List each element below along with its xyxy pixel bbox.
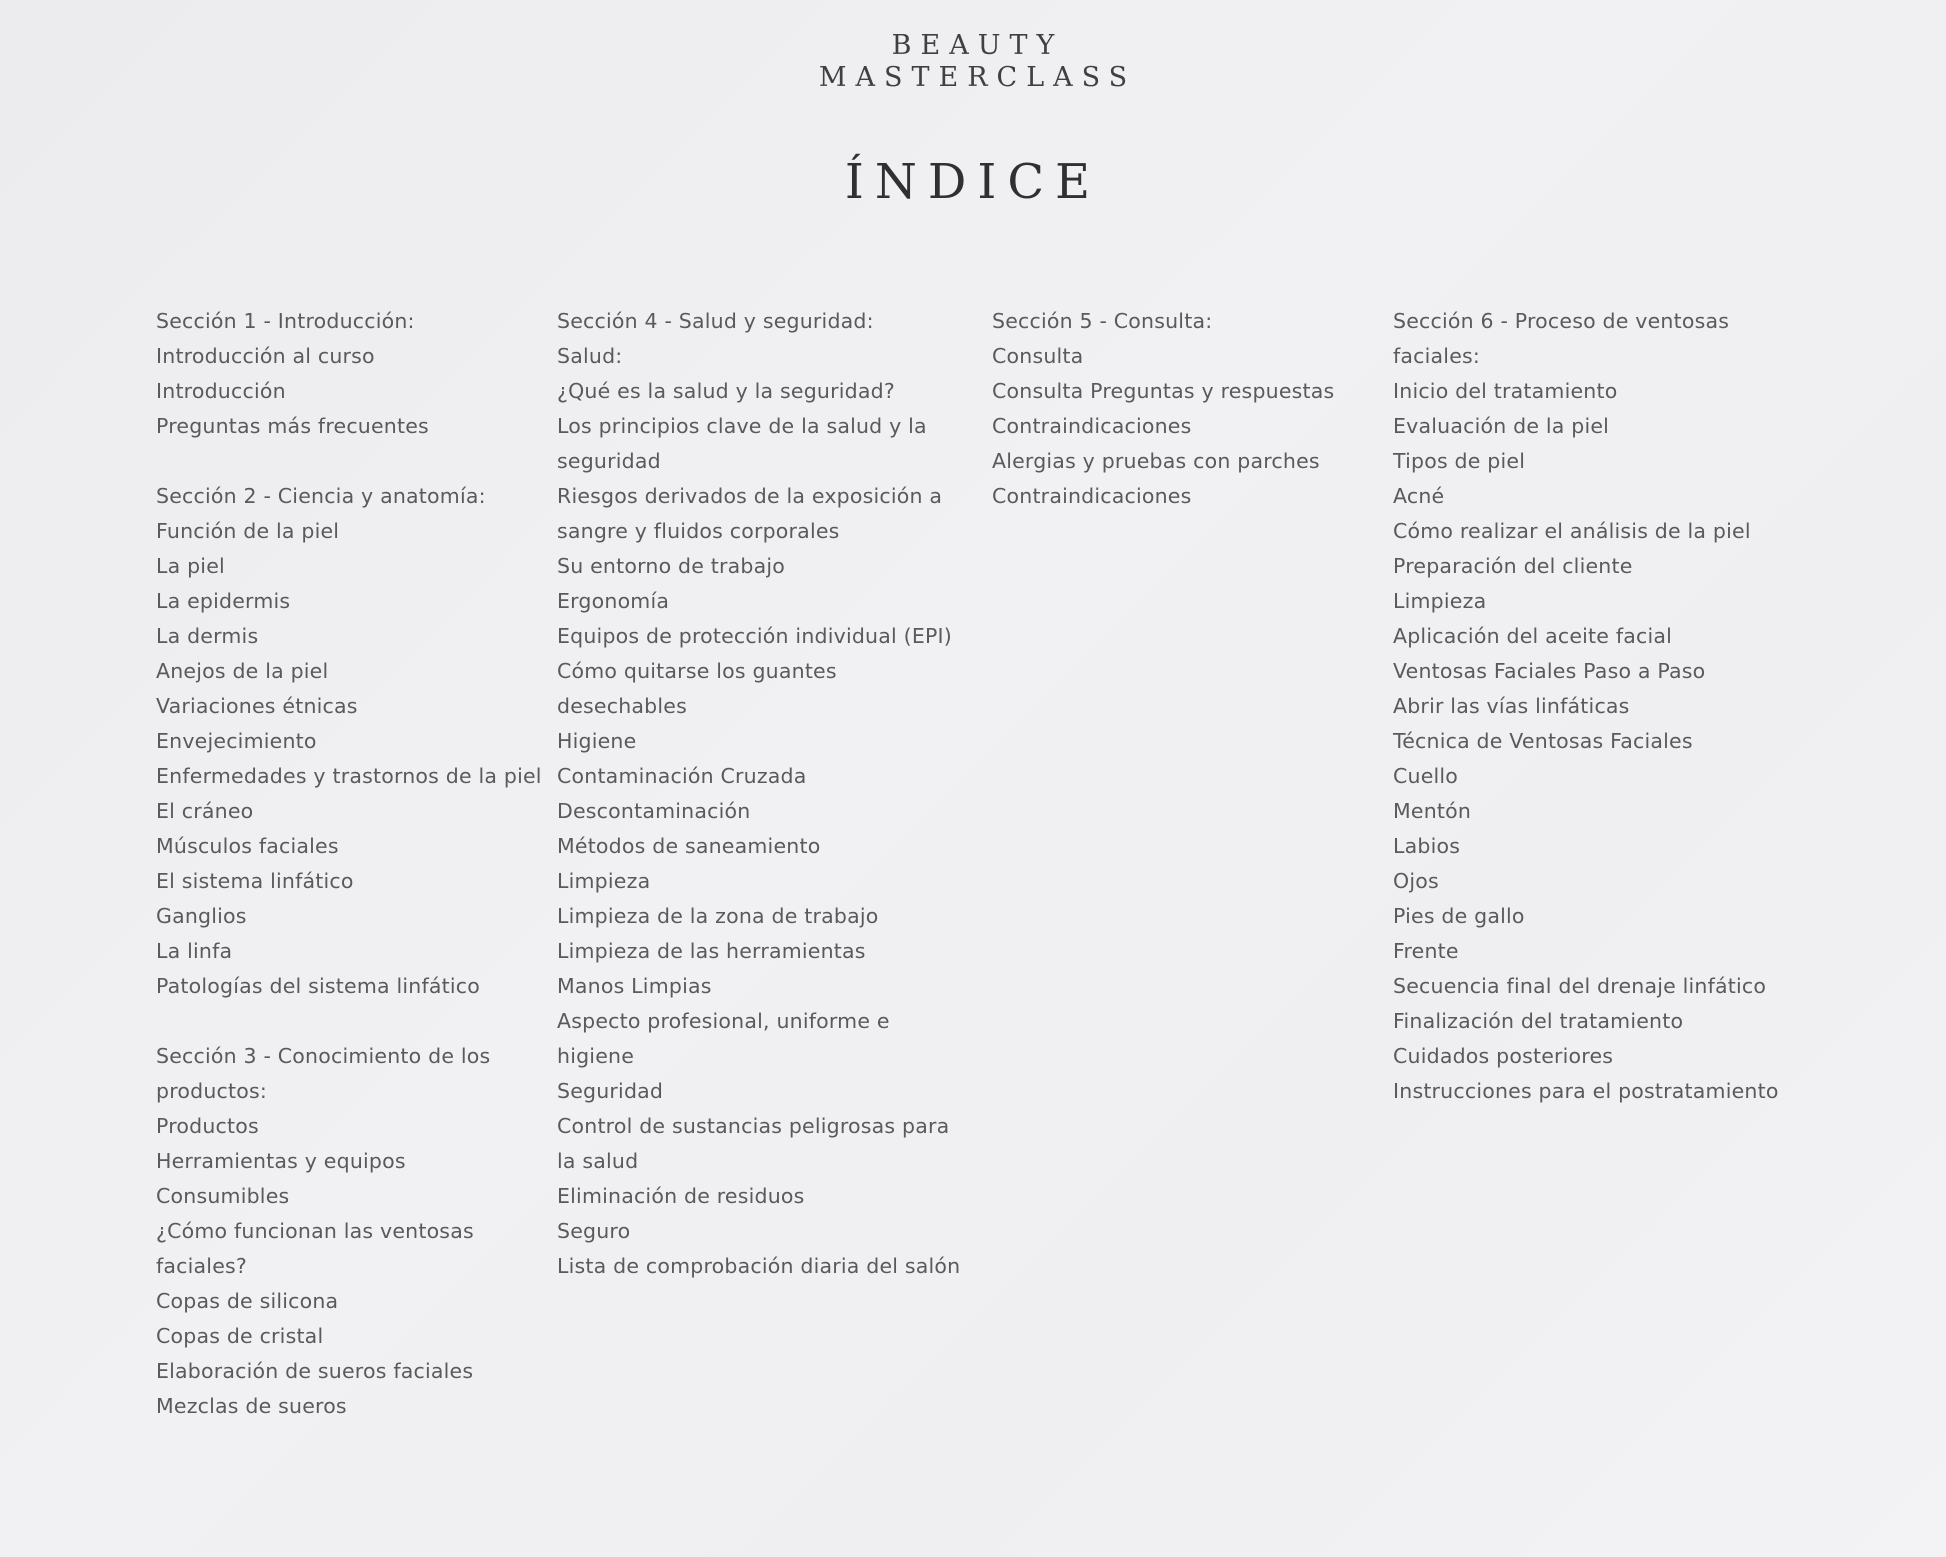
index-entry: Ventosas Faciales Paso a Paso — [1393, 659, 1706, 683]
index-column-3 — [992, 304, 1392, 514]
section-gap — [156, 1004, 546, 1039]
index-entry: Consulta — [992, 344, 1084, 368]
index-entry: desechables — [557, 694, 687, 718]
brand-line-beauty: BEAUTY — [891, 30, 1064, 61]
index-entry: Tipos de piel — [1393, 449, 1526, 473]
index-entry: Acné — [1393, 484, 1445, 508]
index-entry: Riesgos derivados de la exposición a — [557, 484, 943, 508]
index-entry: Ergonomía — [557, 589, 670, 613]
index-entry: Función de la piel — [156, 519, 340, 543]
index-entry: faciales? — [156, 1254, 247, 1278]
index-entry: Descontaminación — [557, 799, 751, 823]
section-gap — [156, 444, 546, 479]
index-entry: Ganglios — [156, 904, 247, 928]
index-entry: Enfermedades y trastornos de la piel — [156, 764, 542, 788]
index-entry: Elaboración de sueros faciales — [156, 1359, 474, 1383]
index-entry: Control de sustancias peligrosas para — [557, 1114, 950, 1138]
index-entry: Evaluación de la piel — [1393, 414, 1610, 438]
index-entry: Salud: — [557, 344, 623, 368]
index-entry: Labios — [1393, 834, 1461, 858]
index-entry: Variaciones étnicas — [156, 694, 358, 718]
index-entry: Eliminación de residuos — [557, 1184, 805, 1208]
index-entry: Mentón — [1393, 799, 1472, 823]
index-section — [156, 479, 546, 1004]
index-entry: Inicio del tratamiento — [1393, 379, 1618, 403]
index-entry: La dermis — [156, 624, 259, 648]
index-entry: Limpieza — [557, 869, 651, 893]
index-entry: Seguro — [557, 1219, 631, 1243]
index-entry: Contraindicaciones — [992, 484, 1192, 508]
index-entry: Copas de cristal — [156, 1324, 324, 1348]
index-entry: Instrucciones para el postratamiento — [1393, 1079, 1779, 1103]
index-column-1 — [156, 304, 546, 1424]
index-column-2 — [557, 304, 977, 1284]
index-entry: Manos Limpias — [557, 974, 712, 998]
index-entry: Lista de comprobación diaria del salón — [557, 1254, 961, 1278]
index-entry: faciales: — [1393, 344, 1481, 368]
index-entry: Preparación del cliente — [1393, 554, 1633, 578]
index-entry: Técnica de Ventosas Faciales — [1393, 729, 1693, 753]
page-title: ÍNDICE — [844, 154, 1102, 210]
index-entry: Alergias y pruebas con parches — [992, 449, 1320, 473]
index-entry: La linfa — [156, 939, 233, 963]
section-heading: Sección 2 - Ciencia y anatomía: — [156, 484, 486, 508]
index-entry: Envejecimiento — [156, 729, 317, 753]
index-entry: Contraindicaciones — [992, 414, 1192, 438]
index-entry: El cráneo — [156, 799, 254, 823]
index-entry: Aplicación del aceite facial — [1393, 624, 1673, 648]
section-heading: Sección 5 - Consulta: — [992, 309, 1213, 333]
index-entry: la salud — [557, 1149, 639, 1173]
section-heading: Sección 1 - Introducción: — [156, 309, 415, 333]
index-entry: Abrir las vías linfáticas — [1393, 694, 1630, 718]
index-entry: Consulta Preguntas y respuestas — [992, 379, 1335, 403]
index-entry: Anejos de la piel — [156, 659, 329, 683]
index-column-4 — [1393, 304, 1793, 1109]
index-entry: Equipos de protección individual (EPI) — [557, 624, 952, 648]
index-entry: Introducción — [156, 379, 286, 403]
index-entry: higiene — [557, 1044, 635, 1068]
index-entry: productos: — [156, 1079, 267, 1103]
index-entry: sangre y fluidos corporales — [557, 519, 840, 543]
index-entry: Cómo realizar el análisis de la piel — [1393, 519, 1751, 543]
index-entry: Limpieza de las herramientas — [557, 939, 866, 963]
index-entry: Limpieza de la zona de trabajo — [557, 904, 879, 928]
index-entry: Su entorno de trabajo — [557, 554, 786, 578]
index-entry: Pies de gallo — [1393, 904, 1525, 928]
index-entry: Métodos de saneamiento — [557, 834, 821, 858]
index-entry: Cuello — [1393, 764, 1459, 788]
index-entry: Copas de silicona — [156, 1289, 339, 1313]
section-heading: Sección 4 - Salud y seguridad: — [557, 309, 874, 333]
index-entry: Limpieza — [1393, 589, 1487, 613]
section-heading: Sección 6 - Proceso de ventosas — [1393, 309, 1730, 333]
index-entry: seguridad — [557, 449, 661, 473]
index-entry: ¿Cómo funcionan las ventosas — [156, 1219, 474, 1243]
brand-logo — [0, 30, 1946, 94]
index-entry: Preguntas más frecuentes — [156, 414, 429, 438]
index-entry: Productos — [156, 1114, 259, 1138]
index-entry: La epidermis — [156, 589, 291, 613]
index-section — [992, 304, 1392, 514]
index-section — [1393, 304, 1793, 1109]
index-entry: Los principios clave de la salud y la — [557, 414, 927, 438]
index-entry: Consumibles — [156, 1184, 290, 1208]
index-entry: Herramientas y equipos — [156, 1149, 406, 1173]
index-entry: Cómo quitarse los guantes — [557, 659, 837, 683]
section-heading: Sección 3 - Conocimiento de los — [156, 1044, 491, 1068]
index-entry: Frente — [1393, 939, 1459, 963]
index-entry: Secuencia final del drenaje linfático — [1393, 974, 1767, 998]
index-entry: Contaminación Cruzada — [557, 764, 807, 788]
index-entry: Aspecto profesional, uniforme e — [557, 1009, 890, 1033]
index-entry: Seguridad — [557, 1079, 664, 1103]
index-entry: Mezclas de sueros — [156, 1394, 347, 1418]
index-section — [156, 304, 546, 444]
index-entry: Higiene — [557, 729, 637, 753]
index-entry: Ojos — [1393, 869, 1439, 893]
index-entry: Finalización del tratamiento — [1393, 1009, 1684, 1033]
index-entry: Cuidados posteriores — [1393, 1044, 1614, 1068]
index-entry: Músculos faciales — [156, 834, 339, 858]
index-entry: Patologías del sistema linfático — [156, 974, 480, 998]
index-entry: Introducción al curso — [156, 344, 375, 368]
brand-line-masterclass: MASTERCLASS — [818, 62, 1137, 93]
index-entry: El sistema linfático — [156, 869, 354, 893]
index-section — [557, 304, 977, 1284]
index-entry: ¿Qué es la salud y la seguridad? — [557, 379, 895, 403]
index-section — [156, 1039, 546, 1424]
index-entry: La piel — [156, 554, 225, 578]
